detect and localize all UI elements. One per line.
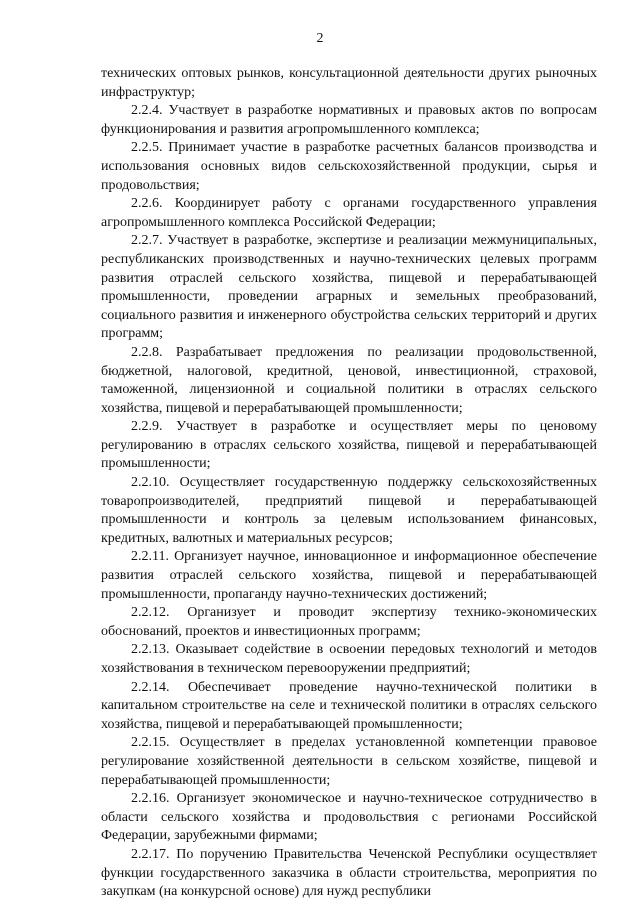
paragraph-2-2-7: 2.2.7. Участвует в разработке, экспертизе и реализации межмуниципальных, республиканских производственных и научно-технических целевых программ развития отраслей сельского хозяйства, пищевой и перерабатывающей промышленности, проведении аграрных и земельных преобразований, социального развития и инженерного обустройства сельских территорий и других программ;: [101, 233, 597, 342]
paragraph-2-2-12: 2.2.12. Организует и проводит экспертизу технико-экономических обоснований, проектов и инвестиционных программ;: [101, 605, 597, 639]
paragraph-2-2-15: 2.2.15. Осуществляет в пределах установленной компетенции правовое регулирование хозяйственной деятельности в сельском хозяйстве, пищевой и перерабатывающей промышленности;: [101, 735, 597, 788]
paragraph-2-2-13: 2.2.13. Оказывает содействие в освоении передовых технологий и методов хозяйствования в техническом перевооружении предприятий;: [101, 642, 597, 676]
paragraph-2-2-4: 2.2.4. Участвует в разработке нормативных и правовых актов по вопросам функционирования и развития агропромышленного комплекса;: [101, 103, 597, 137]
paragraph-2-2-17: 2.2.17. По поручению Правительства Чеченской Республики осуществляет функции государственного заказчика в области строительства, мероприятия по закупкам (на конкурсной основе) для нужд республики: [101, 846, 597, 900]
document-body: [101, 65, 597, 902]
paragraph-2-2-16: 2.2.16. Организует экономическое и научно-техническое сотрудничество в области сельского хозяйства и продовольствия с регионами Российской Федерации, зарубежными фирмами;: [101, 791, 597, 844]
paragraph-2-2-11: 2.2.11. Организует научное, инновационное и информационное обеспечение развития отраслей сельского хозяйства, пищевой и перерабатывающей промышленности, пропаганду научно-технических достижений;: [101, 549, 597, 602]
paragraph-continuation: технических оптовых рынков, консультационной деятельности других рыночных инфраструктур;: [101, 66, 597, 100]
paragraph-2-2-9: 2.2.9. Участвует в разработке и осуществляет меры по ценовому регулированию в отраслях сельского хозяйства, пищевой и перерабатывающей промышленности;: [101, 419, 597, 472]
paragraph-2-2-5: 2.2.5. Принимает участие в разработке расчетных балансов производства и использования основных видов сельскохозяйственной продукции, сырья и продовольствия;: [101, 140, 597, 193]
paragraph-2-2-8: 2.2.8. Разрабатывает предложения по реализации продовольственной, бюджетной, налоговой, кредитной, ценовой, инвестиционной, страховой, таможенной, лицензионной и социальной политики в отраслях сельского хозяйства, пищевой и перерабатывающей промышленности;: [101, 344, 597, 416]
paragraph-2-2-6: 2.2.6. Координирует работу с органами государственного управления агропромышленного комплекса Российской Федерации;: [101, 196, 597, 230]
paragraph-2-2-14: 2.2.14. Обеспечивает проведение научно-технической политики в капитальном строительстве на селе и технической политики в отраслях сельского хозяйства, пищевой и перерабатывающей промышленности;: [101, 679, 597, 732]
paragraph-2-2-10: 2.2.10. Осуществляет государственную поддержку сельскохозяйственных товаропроизводителей, предприятий пищевой и перерабатывающей промышленности и контроль за целевым использованием финансовых, кредитных, валютных и материальных ресурсов;: [101, 475, 597, 546]
page-number: 2: [316, 31, 324, 46]
